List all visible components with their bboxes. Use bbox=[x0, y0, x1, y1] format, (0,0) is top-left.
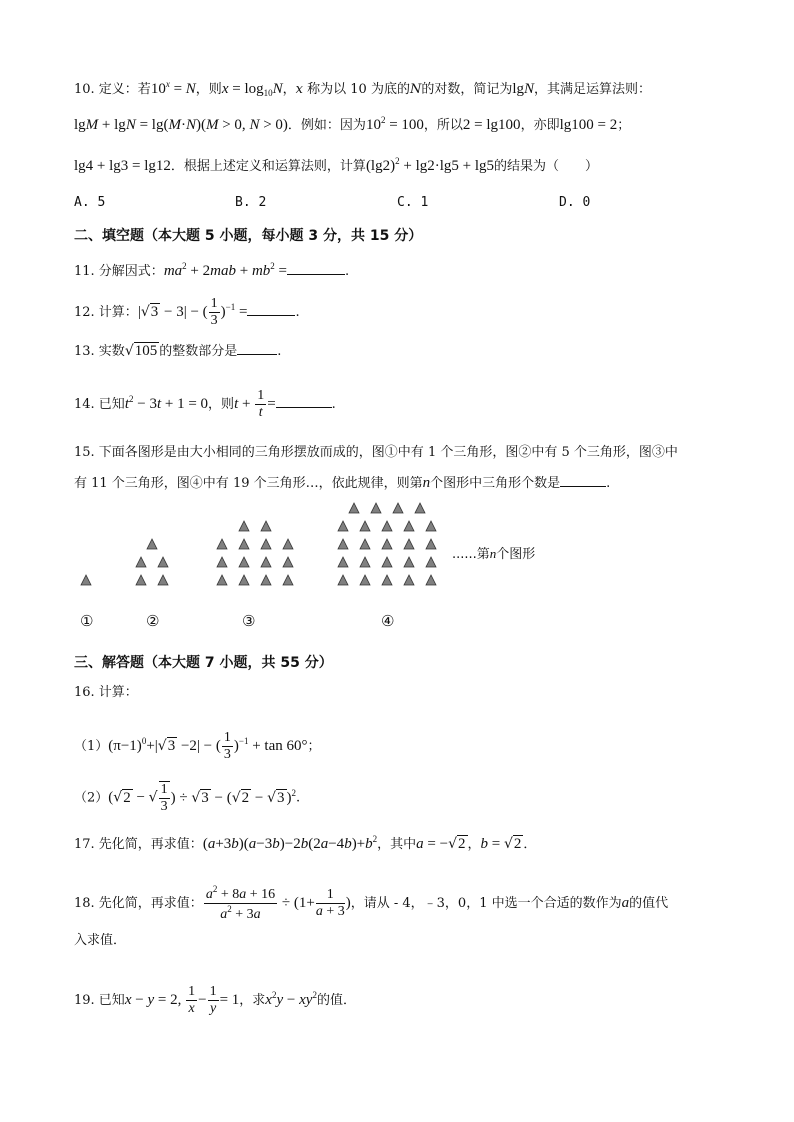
q11: 11. 分解因式：$ma^2 + 2mab + mb^2$ = . bbox=[74, 261, 350, 279]
choice-a: A. 5 bbox=[74, 195, 106, 210]
q16-title: 16. 计算： bbox=[74, 685, 138, 700]
triangle-mark bbox=[81, 575, 91, 585]
triangle-mark bbox=[382, 557, 392, 567]
q15-line1: 15. 下面各图形是由大小相同的三角形摆放而成的，图①中有 1 个三角形，图②中有 5 个三角形，图③中 bbox=[74, 445, 678, 460]
triangle-mark bbox=[239, 575, 249, 585]
q16-part1: $(1)(\pi-1)^0+|√3 -2|$ − ( $\frac{1}{3}$ )$^{-1}$ + tan 60°； bbox=[74, 730, 321, 763]
section3-title: 三、解答题（本大题 7 小题，共 55 分） bbox=[74, 655, 333, 671]
choice-c: C. 1 bbox=[397, 195, 429, 210]
triangle-mark bbox=[415, 503, 425, 513]
triangle-mark bbox=[136, 557, 146, 567]
triangle-mark bbox=[261, 557, 271, 567]
q16-part2: （2）(√2 − √ $\frac{1}{3}$ ) ÷ √3 − (√2 − √3 )$^2$. bbox=[74, 782, 301, 815]
section2-title: 二、填空题（本大题 5 小题，每小题 3 分，共 15 分） bbox=[74, 228, 423, 244]
choice-d: D. 0 bbox=[559, 195, 591, 210]
q10-math-a: $10^x = N$ bbox=[150, 79, 196, 97]
triangle-mark bbox=[338, 557, 348, 567]
triangle-mark bbox=[382, 575, 392, 585]
triangle-mark bbox=[360, 557, 370, 567]
triangle-mark bbox=[426, 521, 436, 531]
q10-math-b: $x = \log_{10}N$ bbox=[221, 81, 283, 98]
triangle-mark bbox=[217, 539, 227, 549]
triangle-mark bbox=[217, 575, 227, 585]
triangle-mark bbox=[158, 575, 168, 585]
triangle-mark bbox=[349, 503, 359, 513]
triangle-mark bbox=[360, 575, 370, 585]
triangle-mark bbox=[283, 539, 293, 549]
triangle-mark bbox=[426, 575, 436, 585]
triangle-mark bbox=[239, 557, 249, 567]
triangle-mark bbox=[239, 521, 249, 531]
q18: 18. 先化简，再求值： $\frac{a^2 + 8a + 16}{a^2 + 3a}$ ÷ (1+ $\frac{1}{a + 3}$ )，请从 - 4，﹣3，0，1 中选一个合适的数作为a的值代 bbox=[74, 884, 669, 923]
triangle-mark bbox=[261, 539, 271, 549]
triangle-mark bbox=[261, 521, 271, 531]
q10-line1: 10. 定义：若$10^x = N$，则$x = \log_{10}N$，x 称为以 10 为底的N的对数，简记为lgN，其满足运算法则： bbox=[74, 79, 652, 98]
q17: 17. 先化简，再求值：$(a+3b)(a-3b)-2b(2a-4b)+b^2$，其中a = −√2 ，b = √2 ． bbox=[74, 834, 537, 852]
triangle-mark bbox=[217, 557, 227, 567]
triangle-mark bbox=[404, 539, 414, 549]
triangle-mark bbox=[283, 557, 293, 567]
triangle-mark bbox=[360, 539, 370, 549]
q19: 19. 已知x − y = 2, $\frac{1}{x}$ − $\frac{1}{y}$ = 1，求$x^2y - xy^2$的值． bbox=[74, 984, 356, 1017]
choice-b: B. 2 bbox=[235, 195, 267, 210]
triangle-mark bbox=[261, 575, 271, 585]
triangle-mark bbox=[147, 539, 157, 549]
triangle-mark bbox=[426, 557, 436, 567]
q12: 12. 计算：|√3 − 3| − ( $\frac{1}{3}$ )$^{-1}$ = . bbox=[74, 296, 300, 329]
triangle-mark bbox=[404, 557, 414, 567]
triangle-mark bbox=[371, 503, 381, 513]
triangle-mark bbox=[239, 539, 249, 549]
nth-figure-label: ......第n个图形 bbox=[452, 546, 536, 562]
triangle-mark bbox=[158, 557, 168, 567]
figure-label-1: ① bbox=[80, 612, 94, 630]
q10-line3: lg4 + lg3 = lg12．根据上述定义和运算法则，计算$(\lg 2)^2 + \lg 2\cdot\lg 5 + \lg 5$的结果为（ ） bbox=[74, 156, 599, 174]
triangle-mark bbox=[338, 521, 348, 531]
triangle-mark bbox=[283, 575, 293, 585]
q13: 13. 实数√105 的整数部分是 . bbox=[74, 343, 282, 359]
q14: 14. 已知$t^2 - 3t + 1 = 0$，则t + $\frac{1}{t}$ = . bbox=[74, 388, 336, 421]
triangle-mark bbox=[338, 539, 348, 549]
triangle-mark bbox=[426, 539, 436, 549]
triangle-mark bbox=[136, 575, 146, 585]
triangle-mark bbox=[393, 503, 403, 513]
triangle-mark bbox=[338, 575, 348, 585]
triangle-mark bbox=[360, 521, 370, 531]
triangle-mark bbox=[404, 575, 414, 585]
q18-line2: 入求值． bbox=[74, 933, 127, 948]
triangle-mark bbox=[382, 539, 392, 549]
triangle-mark bbox=[404, 521, 414, 531]
figure-label-3: ③ bbox=[242, 612, 256, 630]
triangle-figures-svg bbox=[0, 500, 794, 620]
q15-line2: 有 11 个三角形，图④中有 19 个三角形…，依此规律，则第n个图形中三角形个数是 . bbox=[74, 475, 611, 491]
q10-line2: lgM + lgN = lg(M·N)(M > 0, N > 0)．例如：因为$10^2 = 100$，所以2 = lg100，亦即lg100 = 2； bbox=[74, 115, 631, 133]
figure-label-2: ② bbox=[146, 612, 160, 630]
triangle-mark bbox=[382, 521, 392, 531]
figure-label-4: ④ bbox=[381, 612, 395, 630]
